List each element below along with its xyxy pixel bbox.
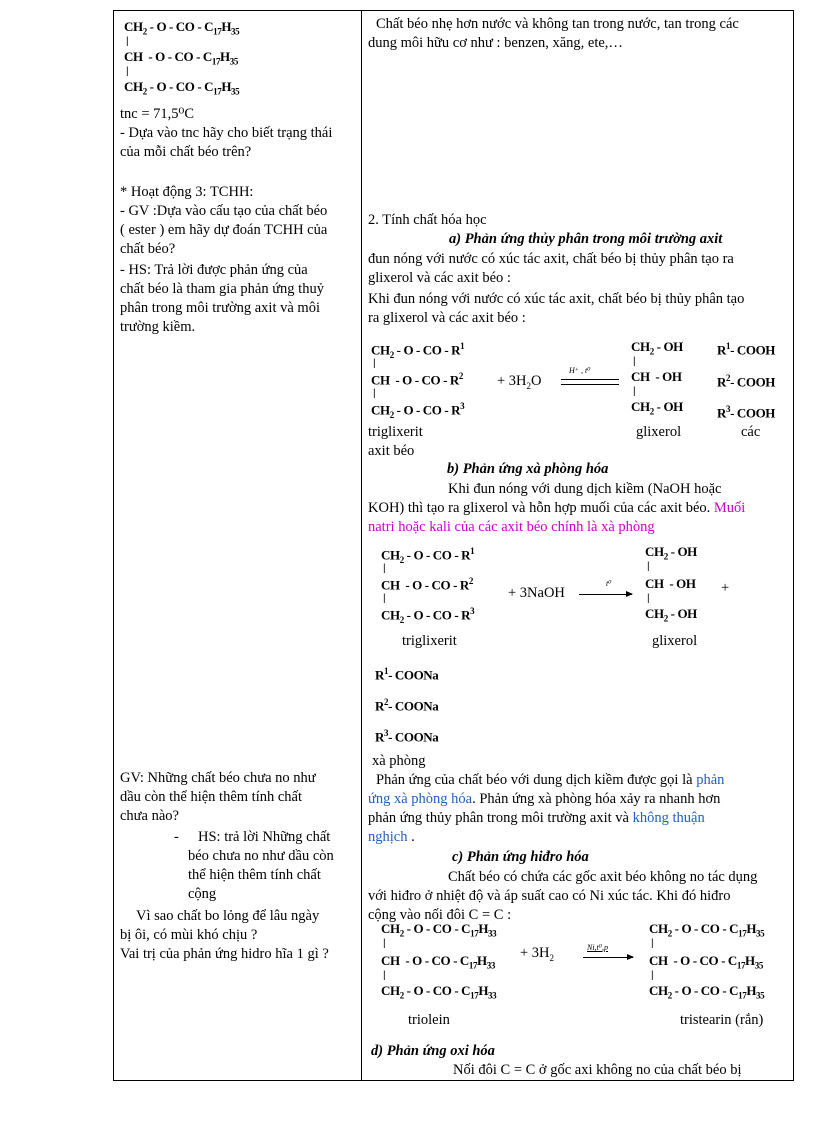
hs-answer-2-line: thể hiện thêm tính chất xyxy=(188,867,321,883)
column-divider xyxy=(361,11,362,1080)
bond-pipe: | xyxy=(651,938,654,949)
heat-condition: t⁰ xyxy=(606,579,612,588)
bond-pipe: | xyxy=(383,970,386,981)
bond-pipe: | xyxy=(633,386,636,397)
reaction-d-title: d) Phản ứng oxi hóa xyxy=(371,1043,495,1059)
glycerol-line-2: CH - OH xyxy=(631,369,682,384)
label-xa-phong: xà phòng xyxy=(372,753,426,769)
reaction-a-text: đun nóng với nước có xúc tác axit, chất béo bị thủy phân tạo ra xyxy=(368,251,734,267)
glycerol-line-2: CH - OH xyxy=(645,576,696,591)
reaction-b-text: KOH) thì tạo ra glixerol và hỗn hợp muối của các axit béo. Muối xyxy=(368,500,746,516)
section-2-heading: 2. Tính chất hóa học xyxy=(368,212,487,228)
bond-pipe: | xyxy=(383,563,386,574)
label-cac: các xyxy=(741,424,761,440)
glycerol-line-3: $CH_2$ - OH xyxy=(631,399,683,417)
naoh-reagent: + 3NaOH xyxy=(508,585,565,601)
melting-point: tnc = 71,5⁰C xyxy=(120,106,195,122)
gv-question-line: ( ester ) em hãy dự đoán TCHH của xyxy=(120,222,328,238)
bond-pipe: | xyxy=(373,358,376,369)
glycerol-line-3: $CH_2$ - OH xyxy=(645,606,697,624)
tristearin-line-2: CH - O - CO - $C_{17}H_{35}$ xyxy=(124,49,238,67)
fatty-acid-2: $R^2-$ COOH xyxy=(717,373,776,390)
triolein-line-3: $CH_2$ - O - CO - $C_{17}H_{33}$ xyxy=(381,983,497,1001)
label-triglixerit: triglixerit xyxy=(368,424,423,440)
gv-question-2-line: GV: Những chất béo chưa no như xyxy=(120,770,316,786)
nickel-condition: Ni,t⁰,p xyxy=(587,943,608,952)
plus-sign: + xyxy=(721,580,730,596)
triolein-line-2: CH - O - CO - $C_{17}H_{33}$ xyxy=(381,953,495,971)
reaction-d-text: Nối đôi C = C ở gốc axi không no của chất béo bị xyxy=(453,1062,742,1078)
reaction-arrow xyxy=(583,957,633,958)
reaction-a-title: a) Phản ứng thủy phân trong môi trường axit xyxy=(449,231,723,247)
reaction-c-text: với hiđro ở nhiệt độ và áp suất cao có Ni xúc tác. Khi đó hiđro xyxy=(368,888,731,904)
question-state: - Dựa vào tnc hãy cho biết trạng thái xyxy=(120,125,333,141)
gv-question-2-line: chưa nào? xyxy=(120,808,179,824)
hydrogen-reagent: + $3H_2$ xyxy=(520,945,555,963)
intro-line: dung môi hữu cơ như : benzen, xăng, ete,… xyxy=(368,35,623,51)
tristearin-line-2: CH - O - CO - $C_{17}H_{35}$ xyxy=(649,953,763,971)
bond-pipe: | xyxy=(126,66,129,77)
bond-pipe: | xyxy=(651,970,654,981)
triglyceride-line-3: $CH_2$ - O - CO - $R^3$ xyxy=(371,401,465,420)
bond-pipe: | xyxy=(126,36,129,47)
gv-question-line: - GV :Dựa vào cấu tạo của chất béo xyxy=(120,203,328,219)
triglyceride-line-1: $CH_2$ - O - CO - $R^1$ xyxy=(371,341,465,360)
bond-pipe: | xyxy=(383,938,386,949)
soap-salt-3: $R^3-$ COONa xyxy=(375,728,439,745)
label-axit-beo: axit béo xyxy=(368,443,415,459)
gv-question-line: chất béo? xyxy=(120,241,176,257)
reaction-a-text: ra glixerol và các axit béo : xyxy=(368,310,526,326)
water-reagent: + $3H_2O$ xyxy=(497,373,542,391)
question-3-line: Vì sao chất bo lỏng để lâu ngày xyxy=(136,908,320,924)
bond-pipe: | xyxy=(383,593,386,604)
triglyceride-line-2: CH - O - CO - $R^2$ xyxy=(381,576,473,593)
tristearin-line-1: $CH_2$ - O - CO - $C_{17}H_{35}$ xyxy=(649,921,765,939)
hs-dash: - xyxy=(174,829,179,845)
triglyceride-line-1: $CH_2$ - O - CO - $R^1$ xyxy=(381,546,475,565)
reaction-c-text: cộng vào nối đôi C = C : xyxy=(368,907,512,923)
glycerol-line-1: $CH_2$ - OH xyxy=(645,544,697,562)
bond-pipe: | xyxy=(647,561,650,572)
gv-question-2-line: dầu còn thể hiện thêm tính chất xyxy=(120,789,303,805)
soap-salt-1: $R^1-$ COONa xyxy=(375,666,439,683)
reaction-b-title: b) Phản ứng xà phòng hóa xyxy=(447,461,609,477)
label-glixerol: glixerol xyxy=(652,633,698,649)
soap-salt-2: $R^2-$ COONa xyxy=(375,697,439,714)
reaction-a-text: glixerol và các axit béo : xyxy=(368,270,511,286)
hs-answer-line: phân trong môi trường axit và môi xyxy=(120,300,320,316)
hs-answer-2-line: béo chưa no như dầu còn xyxy=(188,848,334,864)
fatty-acid-3: $R^3-$ COOH xyxy=(717,404,776,421)
saponification-def: Phản ứng của chất béo với dung dịch kiềm được gọi là phản xyxy=(376,772,725,788)
tristearin-line-3: $CH_2$ - O - CO - $C_{17}H_{35}$ xyxy=(649,983,765,1001)
hs-answer-2-line: cộng xyxy=(188,886,217,902)
triolein-line-1: $CH_2$ - O - CO - $C_{17}H_{33}$ xyxy=(381,921,497,939)
highlight-soap: Muối xyxy=(713,500,746,516)
hs-answer-line: trường kiềm. xyxy=(120,319,196,335)
label-triolein: triolein xyxy=(408,1012,450,1028)
reaction-a-text: Khi đun nóng với nước có xúc tác axit, chất béo bị thủy phân tạo xyxy=(368,291,745,307)
bond-pipe: | xyxy=(373,388,376,399)
activity-3-heading: * Hoạt động 3: TCHH: xyxy=(120,184,254,200)
question-state-2: của mỗi chất béo trên? xyxy=(120,144,252,160)
label-tristearin: tristearin (rắn) xyxy=(680,1012,764,1028)
hs-answer-2-line: HS: trả lời Những chất xyxy=(198,829,331,845)
hs-answer-line: - HS: Trả lời được phản ứng của xyxy=(120,262,308,278)
highlight-soap-line: natri hoặc kali của các axit béo chính là xà phòng xyxy=(368,519,655,535)
question-3-line: Vai trị của phản ứng hidro hĩa 1 gì ? xyxy=(120,946,329,962)
intro-line: Chất béo nhẹ hơn nước và không tan trong nước, tan trong các xyxy=(376,16,739,32)
lesson-table xyxy=(113,10,794,1081)
reaction-c-title: c) Phản ứng hiđro hóa xyxy=(452,849,589,865)
tristearin-line-1: $CH_2$ - O - CO - $C_{17}H_{35}$ xyxy=(124,19,240,37)
reaction-b-text: Khi đun nóng với dung dịch kiềm (NaOH hoặc xyxy=(448,481,722,497)
triglyceride-line-3: $CH_2$ - O - CO - $R^3$ xyxy=(381,606,475,625)
fatty-acid-1: $R^1-$ COOH xyxy=(717,341,776,358)
label-glixerol: glixerol xyxy=(636,424,682,440)
saponification-def: ứng xà phòng hóa. Phản ứng xà phòng hóa xảy ra nhanh hơn xyxy=(368,791,721,807)
triglyceride-line-2: CH - O - CO - $R^2$ xyxy=(371,371,463,388)
acid-condition: H⁺ , t⁰ xyxy=(569,366,591,375)
question-3-line: bị ôi, có mùi khó chịu ? xyxy=(120,927,258,943)
equilibrium-arrow xyxy=(561,378,619,386)
tristearin-line-3: $CH_2$ - O - CO - $C_{17}H_{35}$ xyxy=(124,79,240,97)
glycerol-line-1: $CH_2$ - OH xyxy=(631,339,683,357)
hs-answer-line: chất béo là tham gia phản ứng thuỷ xyxy=(120,281,324,297)
bond-pipe: | xyxy=(633,356,636,367)
label-triglixerit: triglixerit xyxy=(402,633,457,649)
saponification-def: phản ứng thủy phân trong môi trường axit và không thuận xyxy=(368,810,705,826)
bond-pipe: | xyxy=(647,593,650,604)
reaction-arrow xyxy=(579,594,632,595)
reaction-c-text: Chất béo có chứa các gốc axit béo không no tác dụng xyxy=(448,869,758,885)
saponification-def: nghịch . xyxy=(368,829,415,845)
